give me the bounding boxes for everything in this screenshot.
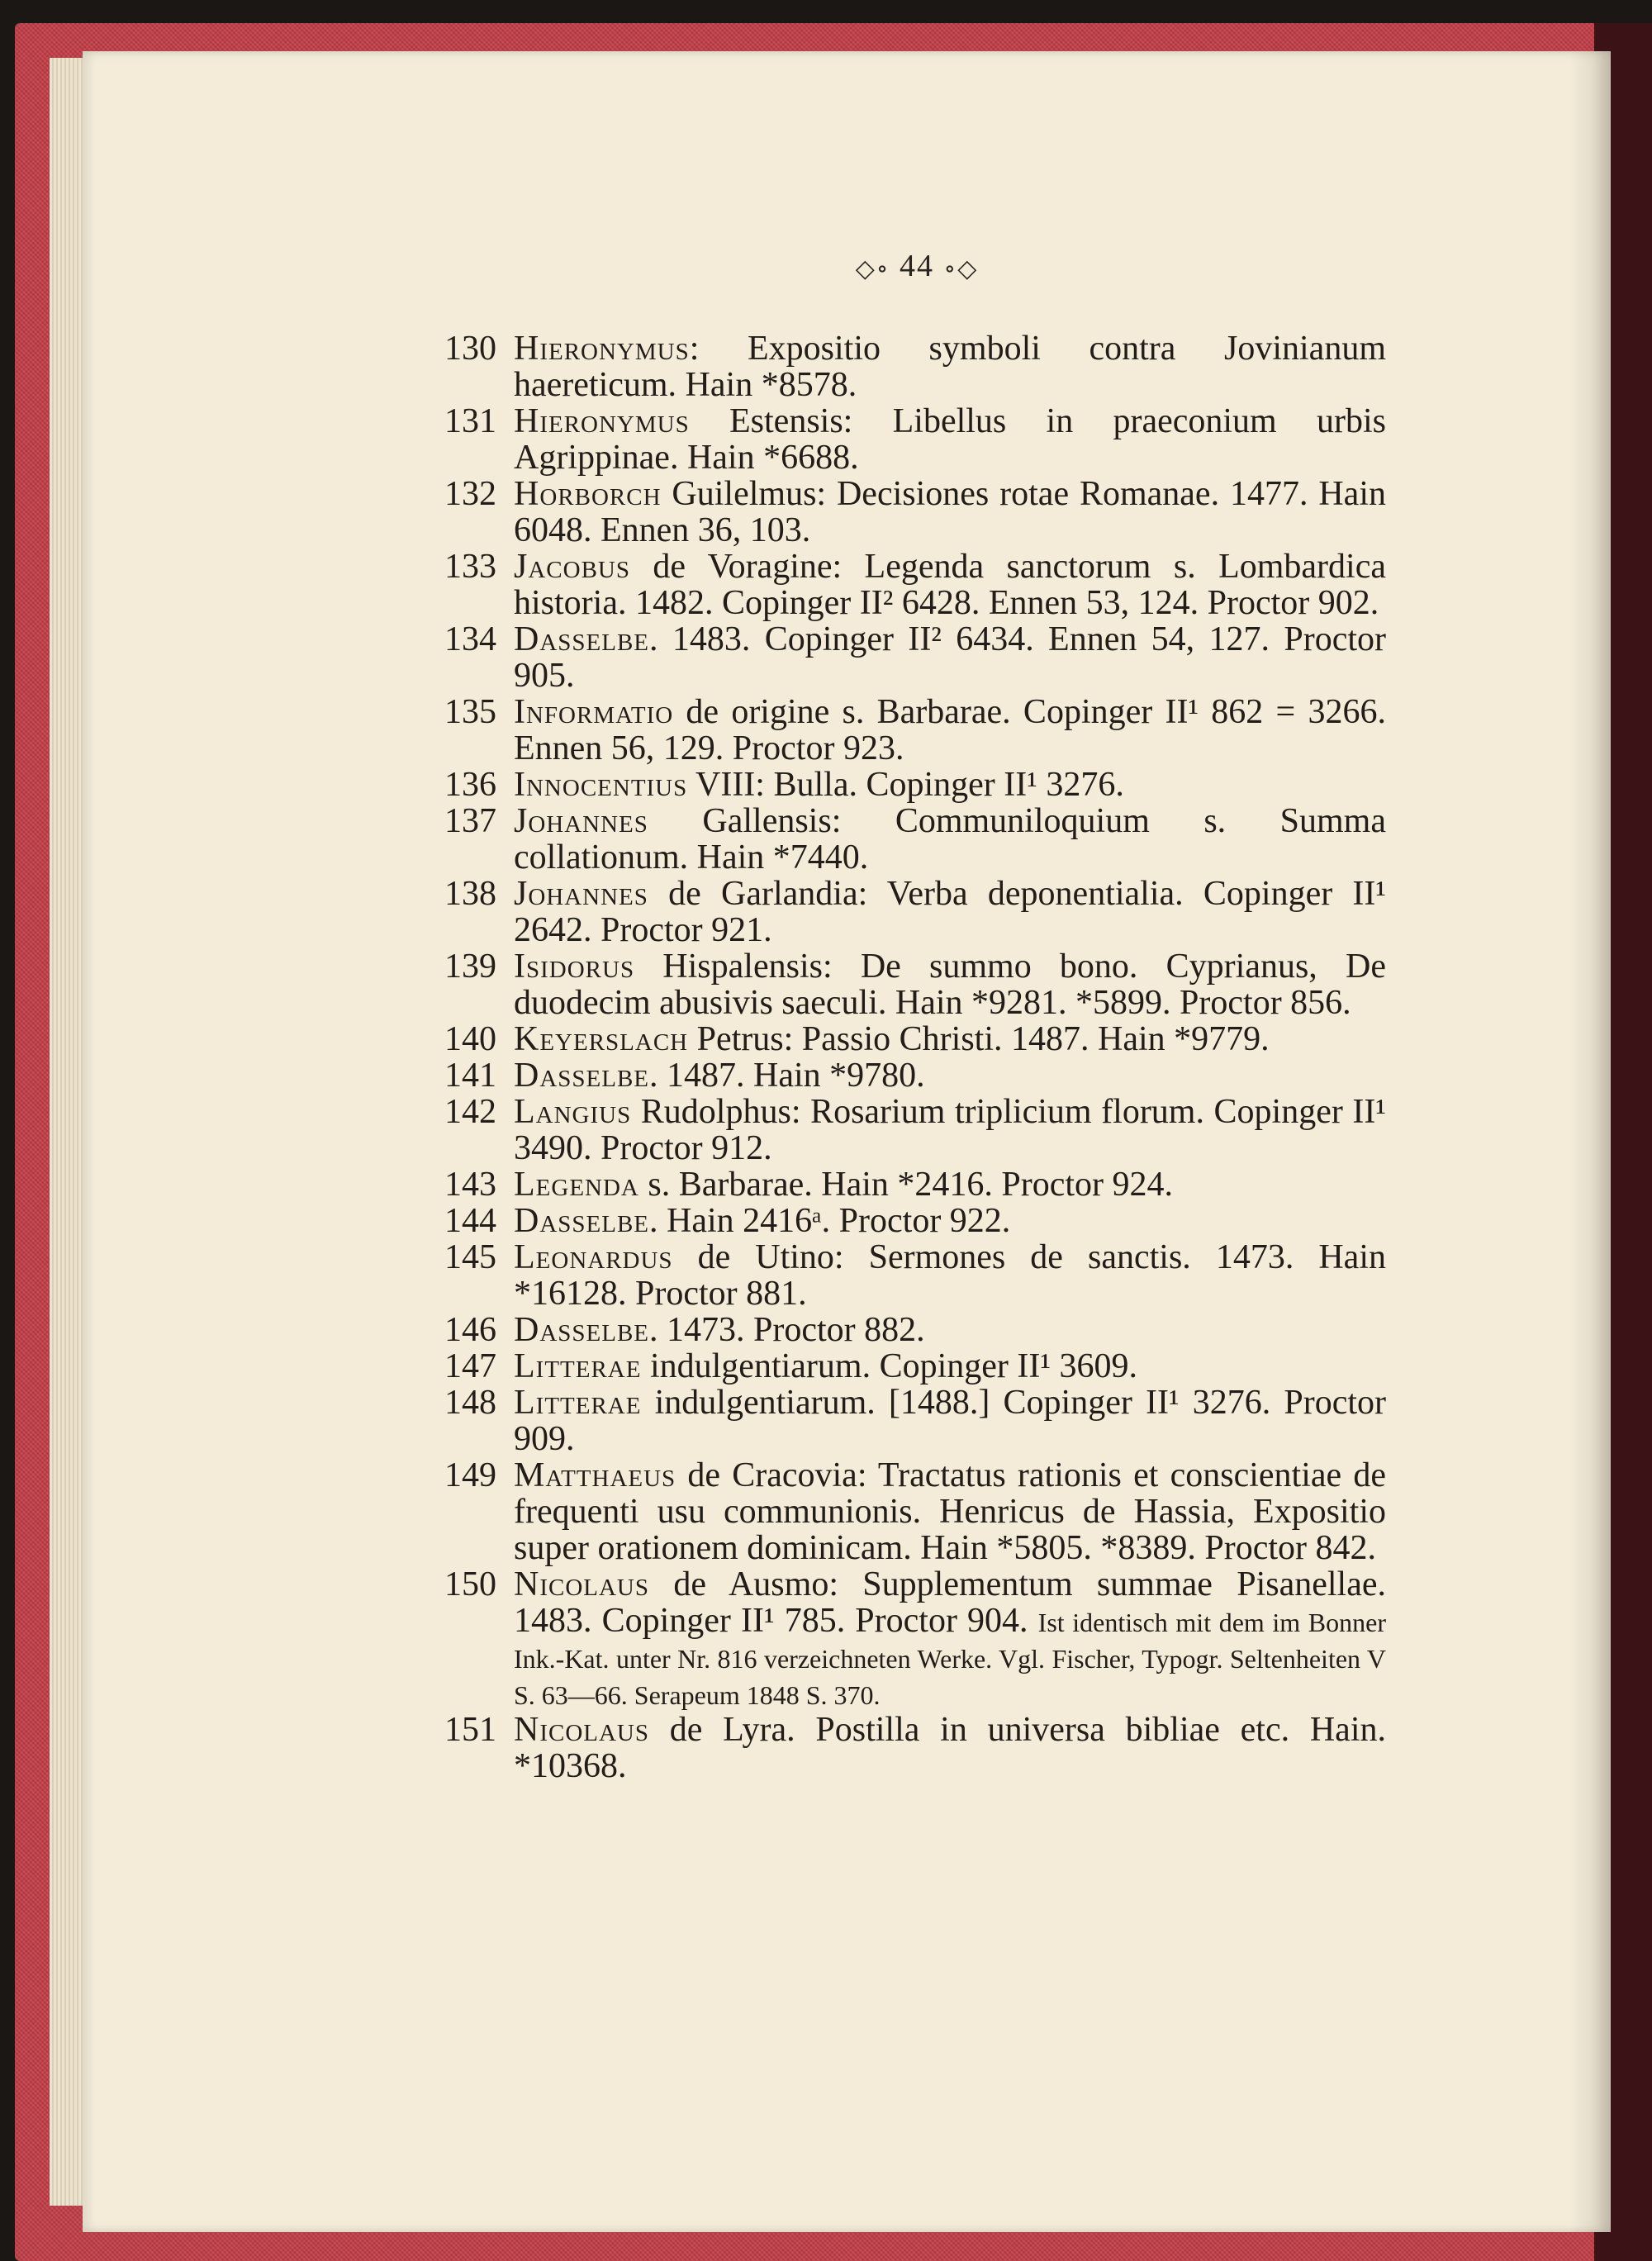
entry-number: 143 (444, 1166, 496, 1204)
entry-name: Matthaeus (514, 1456, 676, 1494)
catalog-entry (444, 1203, 1386, 1239)
entry-number: 133 (444, 548, 496, 586)
catalog-entry (444, 1348, 1386, 1385)
page-gutter (1569, 51, 1611, 2232)
catalog-entry (444, 694, 1386, 767)
entry-name: Nicolaus (514, 1565, 650, 1603)
entry-text: de Utino: Sermones de sanctis. 1473. Hain *16128. Proctor 881. (514, 1238, 1386, 1313)
entry-text: VIII: Bulla. Copinger II¹ 3276. (687, 766, 1124, 804)
catalog-entry (444, 330, 1386, 403)
entry-text: indulgentiarum. [1488.] Copinger II¹ 3276. Proctor 909. (514, 1384, 1386, 1458)
entry-name: Litterae (514, 1347, 642, 1385)
entry-number: 151 (444, 1711, 496, 1749)
entry-number: 137 (444, 802, 496, 840)
catalog-entry (444, 1166, 1386, 1203)
entry-name: Jacobus (514, 548, 630, 586)
catalog-entry (444, 1021, 1386, 1057)
entry-text: : Expositio symboli contra Jovinianum haereticum. Hain *8578. (514, 330, 1386, 404)
catalog-entry (444, 876, 1386, 948)
entry-name: Isidorus (514, 948, 635, 986)
entry-name: Hieronymus (514, 402, 690, 440)
entry-name: Dasselbe (514, 1311, 650, 1349)
entry-number: 142 (444, 1093, 496, 1131)
entry-text: de origine s. Barbarae. Copinger II¹ 862 = 3266. Ennen 56, 129. Proctor 923. (514, 693, 1386, 767)
entry-number: 138 (444, 875, 496, 913)
entry-number: 140 (444, 1020, 496, 1058)
catalog-entry (444, 1057, 1386, 1094)
entry-text: . 1487. Hain *9780. (649, 1057, 925, 1095)
catalog-entry (444, 1312, 1386, 1348)
entry-name: Johannes (514, 802, 648, 840)
entry-name: Litterae (514, 1384, 642, 1422)
ornament-right: ∘◇ (943, 254, 979, 283)
catalog-entry (444, 1094, 1386, 1166)
catalog-entry (444, 476, 1386, 549)
entry-number: 139 (444, 948, 496, 986)
entry-number: 141 (444, 1057, 496, 1095)
entry-number: 149 (444, 1456, 496, 1494)
catalog-entry (444, 403, 1386, 476)
entry-text: Rudolphus: Rosarium triplicium florum. Copinger II¹ 3490. Proctor 912. (514, 1093, 1386, 1167)
catalog-entry (444, 621, 1386, 694)
entry-text: . Hain 2416ᵃ. Proctor 922. (649, 1202, 1011, 1240)
ornament-left: ◇∘ (855, 254, 890, 283)
entry-name: Hieronymus (514, 330, 690, 368)
entry-number: 136 (444, 766, 496, 804)
entry-number: 146 (444, 1311, 496, 1349)
page-number: 44 (900, 249, 934, 283)
entry-name: Nicolaus (514, 1711, 650, 1749)
entry-number: 150 (444, 1565, 496, 1603)
entry-text: Gallensis: Communiloquium s. Summa collationum. Hain *7440. (514, 802, 1386, 876)
entry-text: de Garlandia: Verba deponentialia. Copinger II¹ 2642. Proctor 921. (514, 875, 1386, 949)
catalog-entry (444, 549, 1386, 621)
catalog-entry (444, 1566, 1386, 1712)
entry-number: 148 (444, 1384, 496, 1422)
entry-name: Dasselbe (514, 1202, 650, 1240)
entry-number: 130 (444, 330, 496, 368)
entry-name: Informatio (514, 693, 674, 731)
entry-name: Johannes (514, 875, 648, 913)
entry-number: 134 (444, 620, 496, 658)
entry-text: de Lyra. Postilla in universa bibliae etc. Hain. *10368. (514, 1711, 1386, 1785)
entry-name: Keyerslach (514, 1020, 689, 1058)
entry-number: 144 (444, 1202, 496, 1240)
catalog-entry (444, 1385, 1386, 1457)
entry-number: 131 (444, 402, 496, 440)
entry-name: Legenda (514, 1166, 639, 1204)
entry-number: 147 (444, 1347, 496, 1385)
entry-text: . 1473. Proctor 882. (649, 1311, 925, 1349)
entry-text: de Voragine: Legenda sanctorum s. Lombardica historia. 1482. Copinger II² 6428. Ennen 53, 124. Proctor 902. (514, 548, 1386, 622)
entry-name: Dasselbe (514, 620, 650, 658)
page-header (743, 248, 1090, 284)
entry-text: de Cracovia: Tractatus rationis et conscientiae de frequenti usu communionis. Henricus de Hassia, Expositio super orationem dominicam. Hain *5805. *8389. Proctor 842. (514, 1456, 1386, 1567)
entry-text: indulgentiarum. Copinger II¹ 3609. (641, 1347, 1137, 1385)
catalog-entry (444, 948, 1386, 1021)
catalog-entry (444, 1239, 1386, 1312)
entry-text: de Ausmo: Supplementum summae Pisanellae. 1483. Copinger II¹ 785. Proctor 904. (514, 1565, 1386, 1640)
entry-name: Langius (514, 1093, 632, 1131)
catalog-entry (444, 1712, 1386, 1784)
entry-number: 135 (444, 693, 496, 731)
entry-text: Petrus: Passio Christi. 1487. Hain *9779. (688, 1020, 1270, 1058)
entry-note: Ist identisch mit dem im Bonner Ink.-Kat. unter Nr. 816 verzeichneten Werke. Vgl. Fischer, Typogr. Seltenheiten V S. 63—66. Serapeum 1848 S. 370. (514, 1608, 1386, 1710)
entry-text: Estensis: Libellus in praeconium urbis Agrippinae. Hain *6688. (514, 402, 1386, 477)
entry-number: 132 (444, 475, 496, 513)
entry-text: Hispalensis: De summo bono. Cyprianus, De duodecim abusivis saeculi. Hain *9281. *5899. Proctor 856. (514, 948, 1386, 1022)
entry-name: Innocentius (514, 766, 688, 804)
entry-number: 145 (444, 1238, 496, 1276)
catalog-entries (444, 330, 1386, 1784)
catalog-entry (444, 767, 1386, 803)
entry-name: Leonardus (514, 1238, 673, 1276)
entry-name: Dasselbe (514, 1057, 650, 1095)
entry-text: s. Barbarae. Hain *2416. Proctor 924. (638, 1166, 1174, 1204)
catalog-entry (444, 803, 1386, 876)
catalog-entry (444, 1457, 1386, 1566)
entry-text: . 1483. Copinger II² 6434. Ennen 54, 127. Proctor 905. (514, 620, 1386, 695)
entry-name: Horborch (514, 475, 662, 513)
entry-text: Guilelmus: Decisiones rotae Romanae. 1477. Hain 6048. Ennen 36, 103. (514, 475, 1386, 549)
